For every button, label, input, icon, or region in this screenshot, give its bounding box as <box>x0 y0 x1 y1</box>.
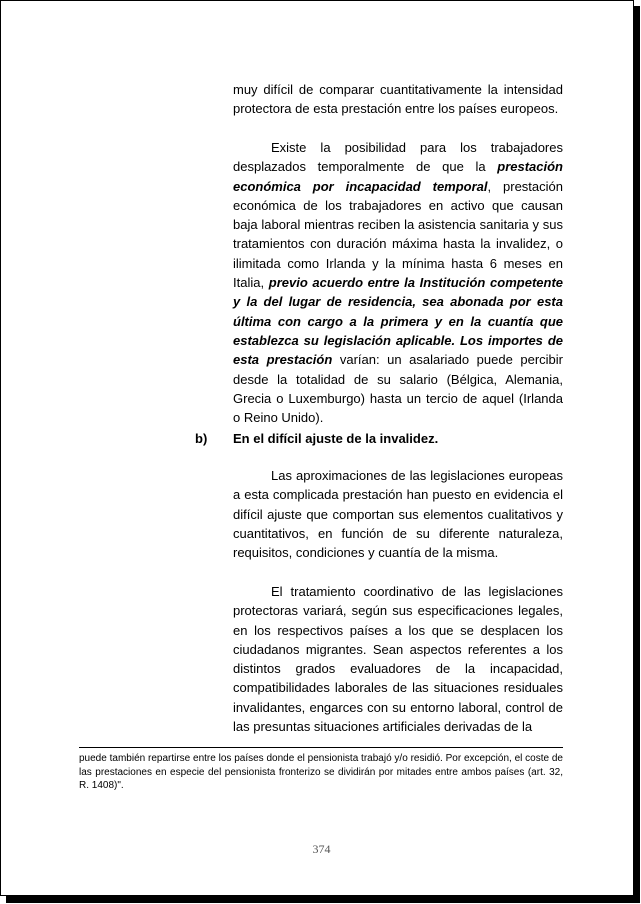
paragraph-3-text: Las aproximaciones de las legislaciones europeas a esta complicada prestación han puesto en evidencia el difícil ajuste que comportan sus elementos cualitativos y cuantitativos, en función de su diferente naturaleza, requisitos, condiciones y cuantía de la misma. <box>233 468 563 561</box>
paragraph-1 <box>233 80 563 119</box>
section-heading: En el difícil ajuste de la invalidez. <box>233 431 439 446</box>
paragraph-2 <box>233 138 563 427</box>
paragraph-2-part-1: Existe la posibilidad para los trabajadores desplazados temporalmente de que la <box>233 140 563 175</box>
page-shadow-right <box>634 6 640 902</box>
paragraph-2-part-2: , prestación económica de los trabajadores en activo que causan baja laboral mientras reciben la asistencia sanitaria y sus tratamientos con duración máxima hasta la invalidez, o ilimitada como Irlanda y la mínima hasta 6 meses en Italia, <box>233 178 563 291</box>
paragraph-1-text: muy difícil de comparar cuantitativamente la intensidad protectora de esta prestación entre los países europeos. <box>233 82 563 117</box>
paragraph-2-part-3: varían: un asalariado puede percibir desde la totalidad de su salario (Bélgica, Alemania, Grecia o Luxemburgo) hasta un tercio de aquel (Irlanda o Reino Unido). <box>233 352 563 426</box>
paragraph-2-emphasis-1: prestación económica por incapacidad temporal <box>233 159 563 194</box>
paragraph-4 <box>233 582 563 736</box>
page-shadow-bottom <box>6 896 640 903</box>
page-number: 374 <box>312 842 331 856</box>
section-label: b) <box>195 431 208 446</box>
paragraph-4-text: El tratamiento coordinativo de las legislaciones protectoras variará, según sus especificaciones legales, en los respectivos países a los que se desplacen los ciudadanos migrantes. Sean aspectos referentes a los distintos grados evaluadores de la incapacidad, compatibilidades laborales de las situaciones residuales invalidantes, engarces con su entorno laboral, control de las presuntas situaciones artificiales derivadas de la <box>233 584 563 735</box>
paragraph-2-emphasis-2: previo acuerdo entre la Institución competente y la del lugar de residencia, sea abonada por esta última con cargo a la primera y en la cuantía que establezca su legislación aplicable. Los importes de esta prestación <box>233 275 564 368</box>
paragraph-3 <box>233 466 563 562</box>
paragraph-2-text <box>233 138 563 427</box>
footnote-text: puede también repartirse entre los países donde el pensionista trabajó y/o residió. Por excepción, el coste de las prestaciones en especie del pensionista fronterizo se dividirán por mitades entre ambos países (art. 32, R. 1408)". <box>79 753 563 791</box>
footnote-divider <box>79 747 563 748</box>
